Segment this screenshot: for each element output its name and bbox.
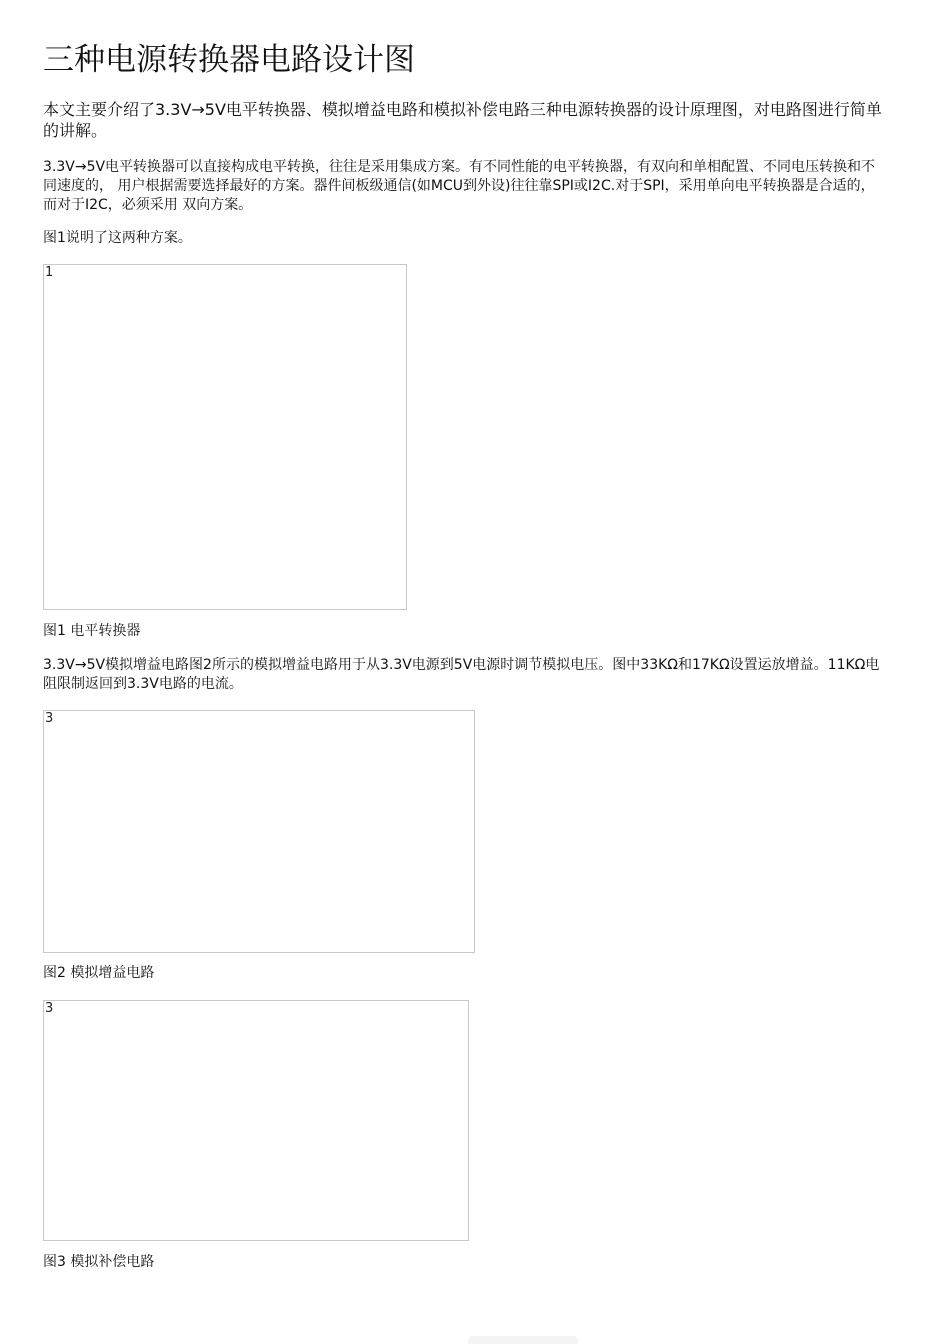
- page-footer-mark: [468, 1336, 578, 1344]
- figure1-intro-text: 图1说明了这两种方案。: [43, 230, 192, 246]
- figure-1-alt-text: 1: [45, 265, 54, 280]
- figure-2-caption: 图2 模拟增益电路: [43, 965, 155, 981]
- figure-2-alt-text: 3: [45, 711, 54, 726]
- page-title: 三种电源转换器电路设计图: [43, 42, 415, 78]
- figure-1-caption: 图1 电平转换器: [43, 623, 141, 639]
- figure-3-image: [43, 1000, 469, 1241]
- figure-2-image: [43, 710, 475, 953]
- intro-paragraph: 本文主要介绍了3.3V→5V电平转换器、模拟增益电路和模拟补偿电路三种电源转换器的设计原理图，对电路图进行简单的讲解。: [43, 100, 882, 140]
- figure-3-caption: 图3 模拟补偿电路: [43, 1254, 155, 1270]
- figure-3-alt-text: 3: [45, 1001, 54, 1016]
- figure-1-image: [43, 264, 407, 610]
- gain-circuit-paragraph: 3.3V→5V模拟增益电路图2所示的模拟增益电路用于从3.3V电源到5V电源时调节模拟电压。图中33KΩ和17KΩ设置运放增益。11KΩ电阻限制返回到3.3V电路的电流。: [43, 657, 880, 692]
- level-shifter-paragraph: 3.3V→5V电平转换器可以直接构成电平转换，往往是采用集成方案。有不同性能的电平转换器，有双向和单相配置、不同电压转换和不同速度的， 用户根据需要选择最好的方案。器件间板级通信(如MCU到外设)往往靠SPI或I2C.对于SPI，采用单向电平转换器是合适的，而对于I2C，必须采用 双向方案。: [43, 159, 876, 213]
